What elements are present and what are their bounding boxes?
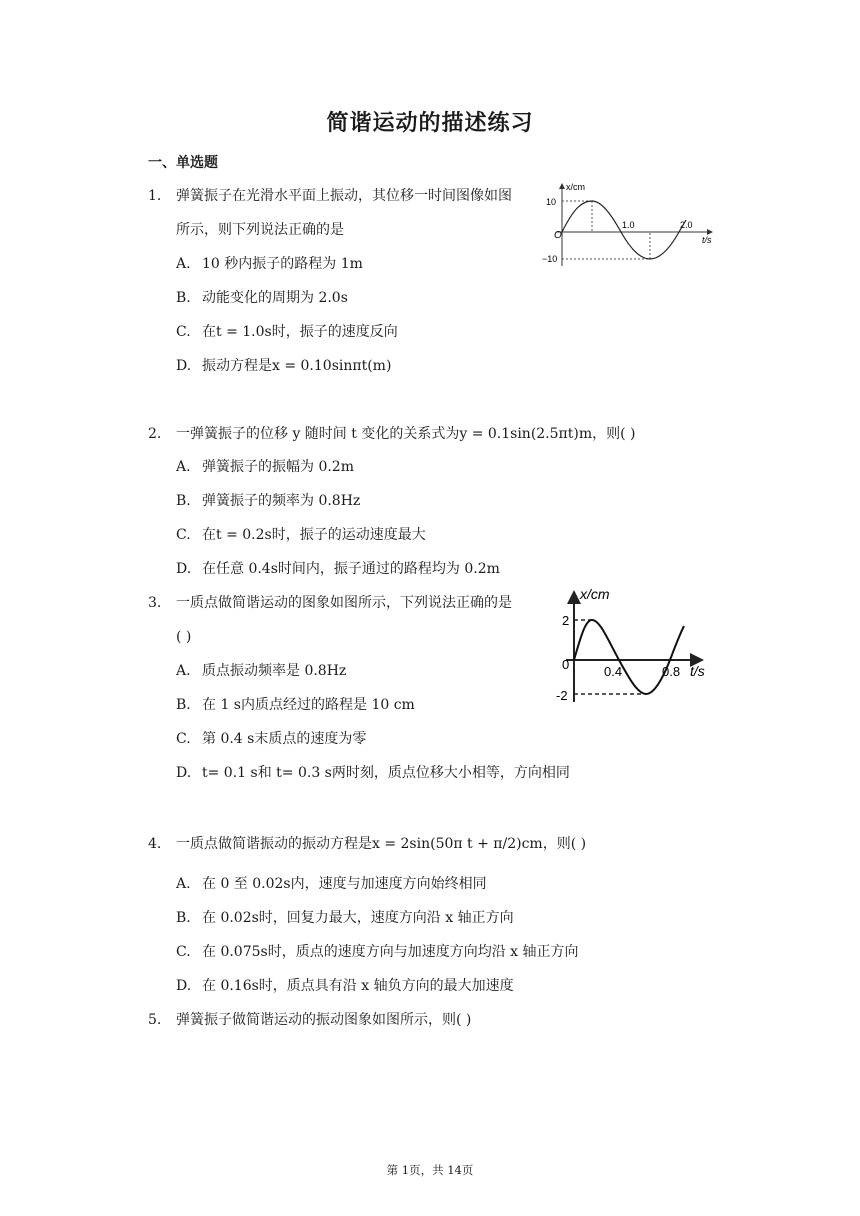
question-stem: 一弹簧振子的位移 y 随时间 t 变化的关系式为y = 0.1sin(2.5πt)m，则( ) xyxy=(176,426,636,442)
option-d: D. t= 0.1 s和 t= 0.3 s两时刻，质点位移大小相等，方向相同 xyxy=(176,765,570,781)
y-tick-label: −10 xyxy=(542,254,558,264)
option-a: A. 10 秒内振子的路程为 1m xyxy=(176,256,363,272)
page-title: 简谐运动的描述练习 xyxy=(326,111,534,136)
x-tick-label: 1.0 xyxy=(622,220,635,230)
sine-curve xyxy=(574,620,684,694)
question-stem: 所示，则下列说法正确的是 xyxy=(176,222,344,238)
origin-label: O xyxy=(554,230,562,241)
option-b: B. 弹簧振子的频率为 0.8Hz xyxy=(176,493,361,509)
question-stem: 一质点做简谐振动的振动方程是x = 2sin(50π t + π/2)cm，则( ) xyxy=(176,836,587,852)
option-b: B. 在 0.02s时，回复力最大，速度方向沿 x 轴正方向 xyxy=(176,910,514,926)
question-stem: 一质点做简谐运动的图象如图所示，下列说法正确的是 xyxy=(176,595,512,611)
option-a: A. 弹簧振子的振幅为 0.2m xyxy=(176,459,354,475)
x-tick-label: 2.0 xyxy=(680,220,693,230)
option-a: A. 在 0 至 0.02s内，速度与加速度方向始终相同 xyxy=(176,876,487,892)
x-axis-label: t/s xyxy=(690,663,705,679)
sine-curve xyxy=(562,201,686,259)
x-axis-label: t/s xyxy=(702,235,712,245)
question-number: 1. xyxy=(148,188,162,204)
option-c: C. 在 0.075s时，质点的速度方向与加速度方向均沿 x 轴正方向 xyxy=(176,944,579,960)
x-tick-label: 0.8 xyxy=(662,664,681,679)
option-b: B. 动能变化的周期为 2.0s xyxy=(176,290,348,306)
y-tick-label: 10 xyxy=(546,197,557,207)
option-d: D. 在任意 0.4s时间内，振子通过的路程均为 0.2m xyxy=(176,561,500,577)
section-heading: 一、单选题 xyxy=(148,155,218,171)
option-c: C. 在t = 0.2s时，振子的运动速度最大 xyxy=(176,527,426,543)
option-b: B. 在 1 s内质点经过的路程是 10 cm xyxy=(176,697,415,713)
x-tick-label: 0.4 xyxy=(604,664,623,679)
figure-q3-graph xyxy=(552,584,722,706)
question-stem: 弹簧振子做简谐运动的振动图象如图所示，则( ) xyxy=(176,1012,472,1028)
option-c: C. 在t = 1.0s时，振子的速度反向 xyxy=(176,324,398,340)
option-d: D. 在 0.16s时，质点具有沿 x 轴负方向的最大加速度 xyxy=(176,978,514,994)
figure-q1-graph xyxy=(540,178,720,272)
question-stem: 弹簧振子在光滑水平面上振动，其位移一时间图像如图 xyxy=(176,188,512,204)
question-number: 4. xyxy=(148,836,162,852)
question-stem: ( ) xyxy=(176,629,192,645)
question-number: 3. xyxy=(148,595,162,611)
origin-label: 0 xyxy=(562,657,570,672)
y-tick-label: -2 xyxy=(556,688,568,703)
option-a: A. 质点振动频率是 0.8Hz xyxy=(176,663,347,679)
y-axis-label: x/cm xyxy=(566,182,585,192)
question-number: 5. xyxy=(148,1012,162,1028)
option-c: C. 第 0.4 s末质点的速度为零 xyxy=(176,731,367,747)
page-footer: 第 1页，共 14页 xyxy=(386,1163,474,1177)
y-axis-label: x/cm xyxy=(580,586,610,602)
question-number: 2. xyxy=(148,426,162,442)
option-d: D. 振动方程是x = 0.10sinπt(m) xyxy=(176,358,392,374)
y-tick-label: 2 xyxy=(562,613,570,628)
